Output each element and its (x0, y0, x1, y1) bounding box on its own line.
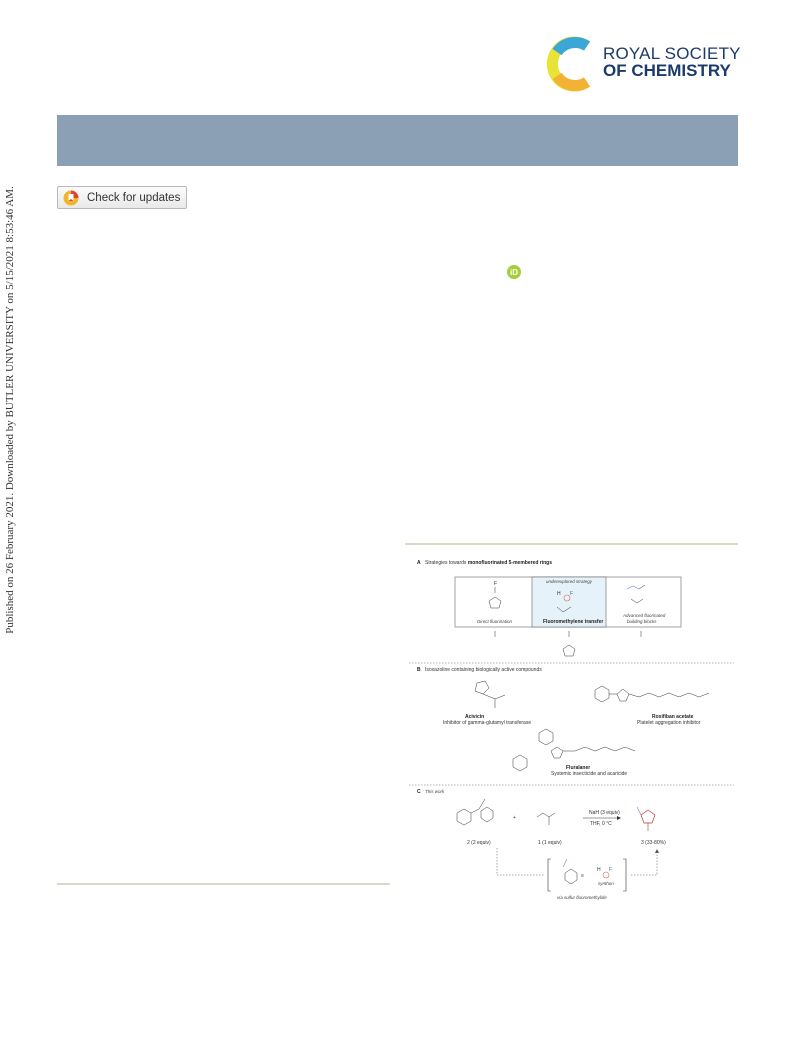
svg-text:F: F (609, 867, 613, 873)
acivicin-structure (475, 681, 505, 708)
publisher-name-line1: ROYAL SOCIETY (603, 44, 741, 63)
acivicin-name: Acivicin (465, 714, 485, 720)
direct-fluorination-structure (489, 581, 501, 608)
scheme-figure (405, 555, 738, 903)
rsc-logo-mark (545, 36, 601, 92)
panel-b-tag: B (417, 667, 421, 673)
reagent1-label: 1 (1 equiv) (538, 840, 562, 846)
svg-text:H: H (557, 591, 561, 597)
panel-c-title: This work (425, 789, 445, 794)
box2-label: Fluoromethylene transfer (543, 619, 604, 625)
check-for-updates-label: Check for updates (87, 191, 181, 204)
synthon-structure (597, 867, 612, 878)
svg-text:F: F (494, 581, 498, 587)
acivicin-desc: Inhibitor of gamma-glutamyl transferase (443, 720, 532, 726)
rsc-logo[interactable] (545, 36, 745, 92)
reagent1-structure (537, 813, 555, 825)
crossmark-icon (63, 190, 79, 206)
condition-top: NaH (3 equiv) (589, 810, 620, 816)
roxifiban-desc: Platelet aggregation inhibitor (637, 720, 701, 726)
roxifiban-name: Roxifiban acetate (652, 714, 694, 720)
plus-sign: + (513, 815, 516, 821)
panel-b-title: Isoxazoline containing biologically active compounds (425, 667, 542, 673)
reagent2-label: 2 (2 equiv) (467, 840, 491, 846)
building-block-structure (627, 585, 645, 603)
article-header-banner (57, 115, 738, 166)
fluralaner-desc: Systemic insecticide and acaricide (551, 771, 628, 777)
box1-label: Direct fluorination (477, 619, 513, 624)
panel-a-tag: A (417, 560, 421, 566)
download-stamp-text: Published on 26 February 2021. Downloaded by BUTLER UNIVERSITY on 5/15/2021 8:53:46 AM. (4, 186, 16, 634)
svg-text:Strategies towards monofluorin (425, 560, 552, 566)
ylide-structure (563, 859, 577, 884)
panel-a-title-prefix: Strategies towards (425, 560, 468, 566)
box3-label-2: building blocks (627, 619, 657, 624)
svg-text:≡: ≡ (581, 873, 584, 879)
svg-text:H: H (597, 867, 601, 873)
box3-label-1: Advanced fluorinated (623, 613, 666, 618)
product-label: 3 (33-80%) (641, 840, 666, 846)
mechanism-arrow-left (497, 848, 545, 875)
orcid-label: iD (510, 267, 518, 277)
column-end-rule (57, 883, 390, 885)
box2-top-label: underexplored strategy (546, 579, 593, 584)
fluralaner-name: Fluralaner (566, 765, 591, 771)
orcid-icon[interactable] (507, 265, 521, 279)
condition-bottom: THF, 0 °C (590, 821, 612, 827)
synthon-label: synthon (598, 881, 614, 886)
publisher-name-strong: CHEMISTRY (631, 61, 731, 80)
mechanism-arrow-right (631, 851, 657, 875)
panel-c-tag: C (417, 789, 421, 795)
via-label: via sulfur fluoromethylide (557, 895, 607, 900)
download-stamp (0, 186, 20, 634)
publisher-name-prefix: OF (603, 61, 627, 80)
reagent2-structure (457, 799, 493, 825)
figure-top-rule (405, 543, 738, 545)
roxifiban-structure (595, 686, 709, 702)
product-structure (637, 807, 655, 831)
panel-a-title-bold: monofluorinated 5-membered rings (467, 560, 552, 566)
check-for-updates-button[interactable] (57, 186, 187, 209)
target-ring (563, 645, 575, 656)
svg-text:F: F (570, 591, 574, 597)
